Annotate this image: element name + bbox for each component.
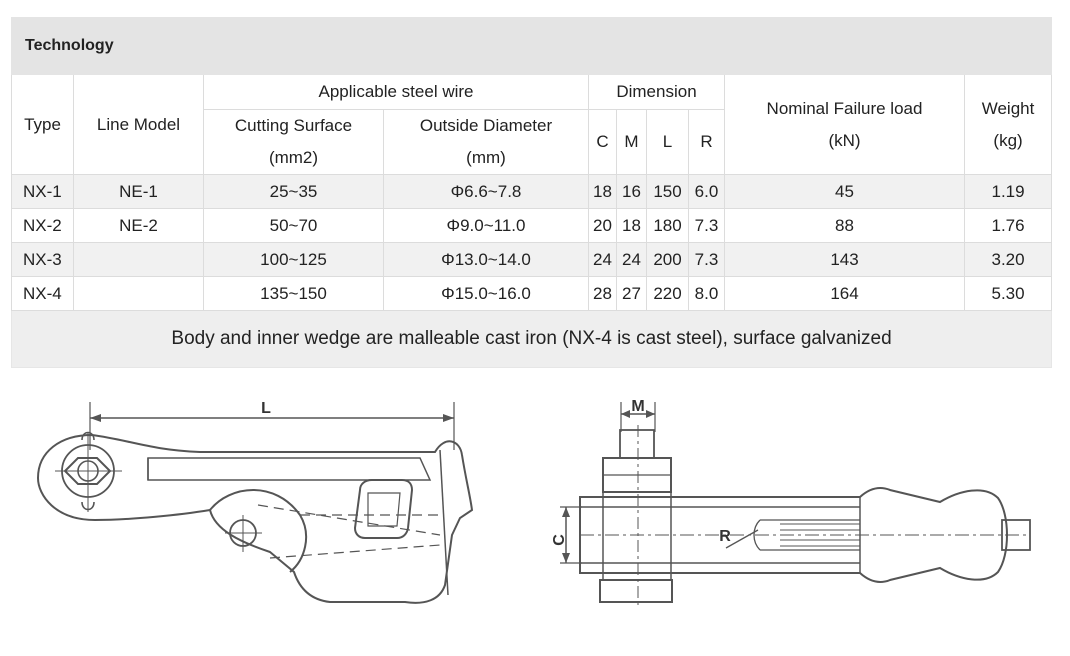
cell-cutting: 50~70 xyxy=(204,209,384,243)
dim-m-arrow-left xyxy=(621,410,630,418)
cell-outside: Φ13.0~14.0 xyxy=(384,243,589,277)
header-outside-unit: (mm) xyxy=(466,148,506,167)
wedge-hidden-line-1 xyxy=(258,505,440,535)
cell-type: NX-2 xyxy=(12,209,74,243)
header-cutting-unit: (mm2) xyxy=(268,148,319,167)
header-failure-label: Nominal Failure load xyxy=(766,98,923,118)
header-failure-unit: (kN) xyxy=(828,130,861,150)
dim-c-arrow-top xyxy=(562,507,570,517)
wedge-hidden-line-2 xyxy=(270,545,440,558)
header-type: Type xyxy=(12,75,74,175)
cell-m: 16 xyxy=(617,175,647,209)
cell-cutting: 25~35 xyxy=(204,175,384,209)
cell-outside: Φ9.0~11.0 xyxy=(384,209,589,243)
table-row xyxy=(12,243,1052,277)
cell-r: 7.3 xyxy=(689,243,725,277)
cell-m: 18 xyxy=(617,209,647,243)
cell-outside: Φ6.6~7.8 xyxy=(384,175,589,209)
cell-weight: 1.19 xyxy=(965,175,1052,209)
cell-load: 164 xyxy=(725,277,965,311)
material-note: Body and inner wedge are malleable cast iron (NX-4 is cast steel), surface galvanized xyxy=(12,311,1052,368)
header-outside-label: Outside Diameter xyxy=(419,116,553,135)
dim-l-arrow-left xyxy=(90,414,101,422)
cell-weight: 3.20 xyxy=(965,243,1052,277)
cell-load: 143 xyxy=(725,243,965,277)
header-applicable-wire: Applicable steel wire xyxy=(204,75,589,110)
cell-c: 24 xyxy=(589,243,617,277)
cell-cutting: 135~150 xyxy=(204,277,384,311)
cell-r: 6.0 xyxy=(689,175,725,209)
label-radius: R xyxy=(719,528,731,545)
header-dim-r: R xyxy=(689,110,725,175)
header-cutting-surface xyxy=(204,110,384,175)
label-nut-size: M xyxy=(631,398,645,415)
cell-type: NX-1 xyxy=(12,175,74,209)
cell-m: 27 xyxy=(617,277,647,311)
cell-c: 18 xyxy=(589,175,617,209)
header-cutting-label: Cutting Surface xyxy=(234,116,353,135)
body-upper-slot xyxy=(148,458,430,480)
technical-drawing xyxy=(0,380,1070,656)
cell-l: 180 xyxy=(647,209,689,243)
radius-leader xyxy=(726,530,758,548)
table-title: Technology xyxy=(12,18,1052,75)
cell-model xyxy=(74,277,204,311)
cell-outside: Φ15.0~16.0 xyxy=(384,277,589,311)
cell-type: NX-3 xyxy=(12,243,74,277)
header-dim-m: M xyxy=(617,110,647,175)
dim-c-arrow-bottom xyxy=(562,553,570,563)
cell-l: 200 xyxy=(647,243,689,277)
dim-m-arrow-right xyxy=(646,410,655,418)
header-weight-unit: (kg) xyxy=(993,130,1023,150)
flange-line xyxy=(440,450,448,595)
cell-c: 28 xyxy=(589,277,617,311)
cell-load: 45 xyxy=(725,175,965,209)
cell-weight: 5.30 xyxy=(965,277,1052,311)
header-outside-diameter xyxy=(384,110,589,175)
table-row xyxy=(12,277,1052,311)
header-weight xyxy=(965,75,1052,175)
header-line-model: Line Model xyxy=(74,75,204,175)
cell-m: 24 xyxy=(617,243,647,277)
cell-weight: 1.76 xyxy=(965,209,1052,243)
cell-model: NE-2 xyxy=(74,209,204,243)
header-weight-label: Weight xyxy=(981,98,1035,118)
cell-r: 8.0 xyxy=(689,277,725,311)
header-dimension: Dimension xyxy=(589,75,725,110)
body-window-inner xyxy=(368,493,400,526)
cell-r: 7.3 xyxy=(689,209,725,243)
cell-load: 88 xyxy=(725,209,965,243)
bolt-end xyxy=(620,430,654,458)
top-view xyxy=(551,398,1030,608)
side-view xyxy=(38,400,472,603)
cell-model xyxy=(74,243,204,277)
cell-cutting: 100~125 xyxy=(204,243,384,277)
cell-type: NX-4 xyxy=(12,277,74,311)
cell-c: 20 xyxy=(589,209,617,243)
label-length: L xyxy=(261,400,271,417)
spec-table xyxy=(11,17,1052,368)
header-failure-load xyxy=(725,75,965,175)
header-dim-c: C xyxy=(589,110,617,175)
clamp-body-outline xyxy=(38,435,472,603)
cell-model: NE-1 xyxy=(74,175,204,209)
table-row xyxy=(12,209,1052,243)
label-gap: C xyxy=(551,534,568,546)
cell-l: 220 xyxy=(647,277,689,311)
cell-l: 150 xyxy=(647,175,689,209)
bolt-head-bottom xyxy=(600,580,672,602)
spec-table-wrapper xyxy=(11,17,1051,368)
table-row xyxy=(12,175,1052,209)
header-dim-l: L xyxy=(647,110,689,175)
dim-l-arrow-right xyxy=(443,414,454,422)
